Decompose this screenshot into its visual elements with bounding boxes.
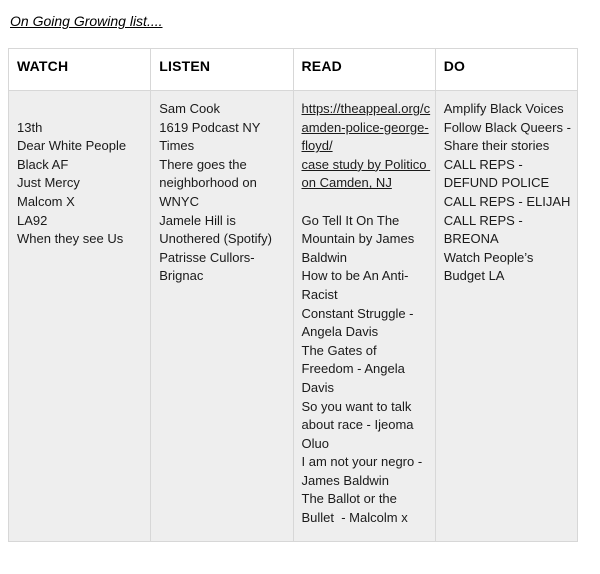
column-header-listen: LISTEN (151, 49, 293, 91)
watch-list-item: Black AF (17, 156, 69, 172)
read-hyperlink[interactable]: case study by Politico on Camden, NJ (301, 156, 431, 191)
listen-list-item: There goes the neighborhood on WNYC (159, 156, 261, 209)
read-list-item: So you want to talk about race - Ijeoma Oluo (301, 398, 418, 451)
watch-cell (9, 91, 151, 542)
read-list-item: Go Tell It On The Mountain by James Baldwin (301, 212, 418, 265)
column-header-watch: WATCH (9, 49, 151, 91)
table-body-row (9, 91, 578, 542)
do-list (444, 100, 573, 286)
read-list-item: Constant Struggle - Angela Davis (301, 305, 417, 340)
do-list-item: CALL REPS - BREONA (443, 212, 527, 247)
watch-list-item: Malcom X (17, 193, 75, 209)
listen-list-item: Sam Cook (159, 101, 220, 116)
read-link-list (302, 100, 431, 193)
do-list-item: Follow Black Queers - Share their stories (443, 119, 575, 154)
table-header-row (9, 49, 578, 91)
watch-list-item: When they see Us (17, 231, 124, 247)
read-list-item: The Ballot or the Bullet - Malcolm x (301, 491, 408, 526)
watch-list-item: Just Mercy (17, 175, 80, 191)
do-cell (435, 91, 577, 542)
watch-list-item: Dear White People (17, 138, 127, 154)
page-title: On Going Growing list.... (10, 13, 163, 29)
read-list-item: The Gates of Freedom - Angela Davis (301, 342, 409, 395)
read-hyperlink[interactable]: https://theappeal.org/camden-police-george-floyd/ (301, 101, 431, 154)
do-list-item: CALL REPS - ELIJAH (443, 193, 571, 209)
do-list-item: Watch People’s Budget LA (443, 249, 537, 284)
listen-list-item: Patrisse Cullors-Brignac (159, 249, 255, 284)
watch-list (17, 100, 146, 249)
read-list-item: I am not your negro - James Baldwin (301, 454, 426, 488)
listen-cell (151, 91, 293, 542)
watch-list-item: 13th (17, 119, 43, 135)
read-list-item: How to be An Anti-Racist (301, 268, 409, 302)
column-header-do: DO (435, 49, 577, 91)
watch-list-item: LA92 (17, 212, 48, 228)
listen-list (159, 100, 288, 286)
do-list-item: CALL REPS - DEFUND POLICE (443, 156, 550, 191)
growing-list-table (8, 48, 578, 542)
read-cell (293, 91, 435, 542)
do-list-item: Amplify Black Voices (443, 101, 564, 116)
column-header-read: READ (293, 49, 435, 91)
read-list (302, 212, 431, 528)
listen-list-item: Jamele Hill is Unothered (Spotify) (159, 212, 272, 247)
listen-list-item: 1619 Podcast NY Times (159, 119, 264, 154)
